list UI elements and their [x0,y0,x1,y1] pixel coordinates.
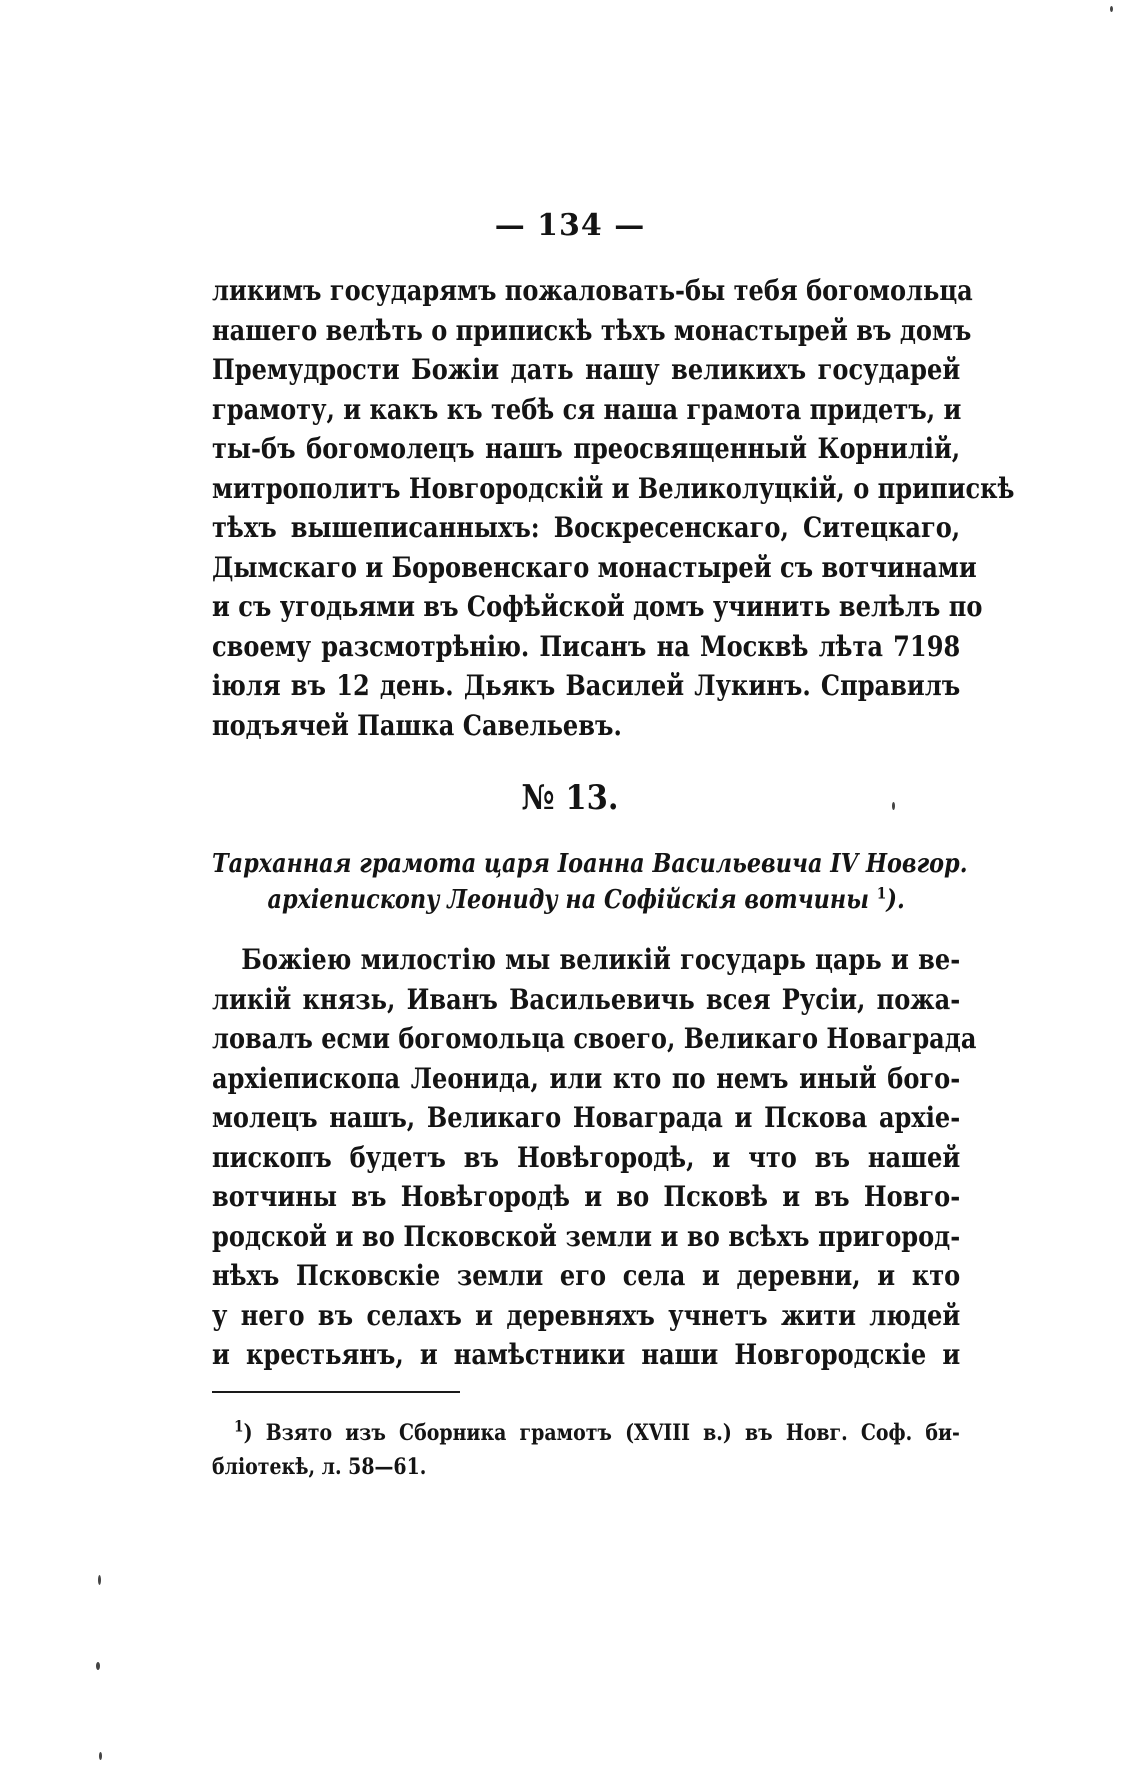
footnote-reference: 1 [876,883,887,903]
text-line: ликимъ государямъ пожаловать-бы тебя богомольца [212,274,973,307]
document-body [212,940,977,1375]
text-line: архiепископа Леонида, или кто по немъ иный бого- [212,1061,961,1095]
text-line: Премудрости Божiи дать нашу великихъ государей [212,353,961,386]
document-number: № 13. [521,778,619,818]
text-line: своему разсмотрѣнiю. Писанъ на Москвѣ лѣта 7198 [212,629,961,663]
continuation-text [212,271,1015,745]
text-line: вотчины въ Новѣгородѣ и во Псковѣ и въ Новго- [212,1180,961,1213]
scan-speck [892,802,895,810]
text-line: подъячей Пашка Савельевъ. [212,708,622,742]
text-line: и съ угодьями въ Софѣйской домъ учинить велѣлъ по [212,590,983,623]
text-line: родской и во Псковской земли и во всѣхъ пригород- [212,1219,961,1253]
document-title [212,846,968,918]
scan-speck [99,1752,102,1760]
title-line: Тарханная грамота царя Iоанна Васильевича IV Новгор. [212,849,968,879]
text-line: Божiею милостiю мы великiй государь царь и ве- [241,943,961,976]
footnote-mark: 1 [234,1416,244,1436]
scan-speck [96,1662,100,1670]
text-line: ты-бъ богомолецъ нашъ преосвященный Корнилiй, [212,432,961,465]
footnote-line [234,1416,960,1450]
text-line: молецъ нашъ, Великаго Новаграда и Пскова архiе- [212,1101,961,1134]
footnote-text: ) Взято изъ Сборника грамотъ (XVIII в.) въ Новг. Соф. би- [243,1420,960,1446]
text-line: нѣхъ Псковскiе земли его села и деревни, и кто [212,1259,961,1292]
text-line: ловалъ есми богомольца своего, Великаго Новаграда [212,1022,977,1055]
footnote-divider [212,1391,460,1393]
scan-speck [98,1575,101,1585]
title-close: ). [886,885,905,915]
text-line: тѣхъ вышеписанныхъ: Воскресенскаго, Ситецкаго, [212,511,961,544]
title-line [212,882,960,918]
title-line-text: архiепископу Леониду на Софiйскiя вотчины [267,885,869,915]
scan-speck [1110,6,1113,12]
text-line: iюля въ 12 день. Дьякъ Василей Лукинъ. Справилъ [212,669,961,702]
page-number: — 134 — [494,208,646,243]
footnote [212,1416,960,1484]
text-line: нашего велѣть о припискѣ тѣхъ монастырей въ домъ [212,313,972,347]
text-line: грамоту, и какъ къ тебѣ ся наша грамота придетъ, и [212,392,962,426]
footnote-line: блiотекѣ, л. 58—61. [212,1454,427,1480]
text-line: пископъ будетъ въ Новѣгородѣ, и что въ нашей [212,1140,961,1174]
text-line: ликiй князь, Иванъ Васильевичь всея Русiи, пожа- [212,982,961,1016]
text-line: митрополитъ Новгородскiй и Великолуцкiй, о припискѣ [212,471,1015,505]
text-line: и крестьянъ, и намѣстники наши Новгородскiе и [212,1338,961,1371]
text-line: у него въ селахъ и деревняхъ учнетъ жити людей [212,1298,961,1332]
text-line: Дымскаго и Боровенскаго монастырей съ вотчинами [212,550,977,584]
